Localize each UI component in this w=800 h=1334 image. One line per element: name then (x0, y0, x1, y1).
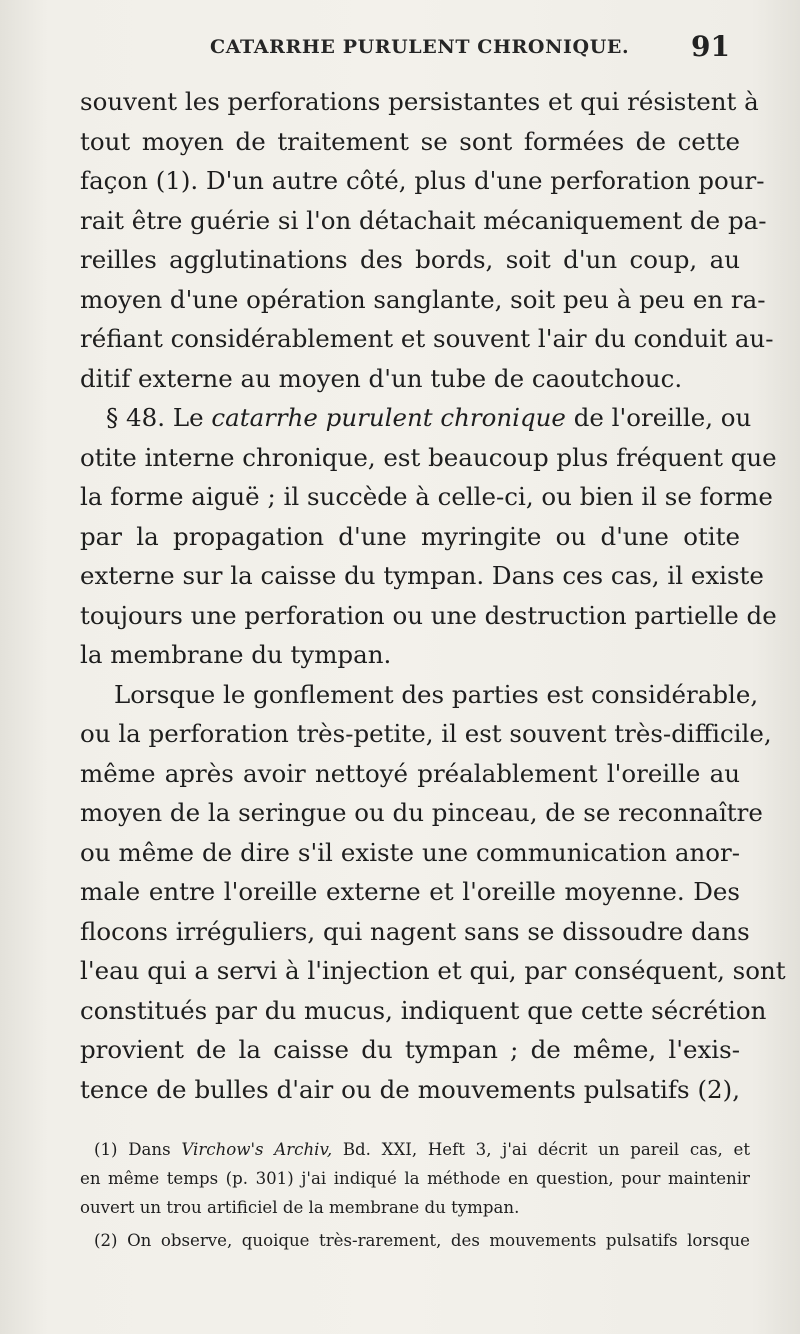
footnote-citation: Virchow's Archiv, (181, 1140, 333, 1159)
footnote-line (94, 1135, 750, 1164)
text-line: la forme aiguë ; il succède à celle-ci, ou bien il se forme (80, 482, 773, 511)
text-line: toujours une perforation ou une destruction partielle de (80, 600, 777, 630)
paragraph-continuation (80, 82, 774, 398)
text-line: provient de la caisse du tympan ; de même, l'exis- (80, 1035, 740, 1064)
text-line: l'eau qui a servi à l'injection et qui, par conséquent, sont (80, 956, 786, 985)
text-line: ditif externe au moyen d'un tube de caoutchouc. (80, 363, 683, 393)
text-line: souvent les perforations persistantes et qui résistent à (80, 87, 759, 116)
paragraph-section-48 (80, 398, 777, 675)
section-term: catarrhe purulent chronique (211, 403, 566, 432)
text-line: reilles agglutinations des bords, soit d'un coup, au (80, 245, 740, 274)
section-number: § 48. (106, 403, 166, 432)
text-line: Lorsque le gonflement des parties est considérable, (114, 679, 759, 709)
running-head (80, 30, 730, 64)
text-line: male entre l'oreille externe et l'oreille moyenne. Des (80, 877, 740, 906)
text-line: constitués par du mucus, indiquent que cette sécrétion (80, 995, 767, 1025)
footnote-line: ouvert un trou artificiel de la membrane du tympan. (80, 1198, 520, 1217)
text-line: façon (1). D'un autre côté, plus d'une perforation pour- (80, 166, 765, 195)
running-head-title: CATARRHE PURULENT CHRONIQUE. (210, 36, 630, 58)
footnote-text: Bd. XXI, Heft 3, j'ai décrit un pareil cas, et (342, 1140, 750, 1159)
text-line: ou même de dire s'il existe une communication anor- (80, 837, 740, 867)
text-line: ou la perforation très-petite, il est souvent très-difficile, (80, 719, 772, 748)
body-text (80, 82, 786, 1109)
footnotes (80, 1135, 750, 1255)
text-line: moyen d'une opération sanglante, soit peu à peu en ra- (80, 284, 766, 314)
footnote-marker: (1) (94, 1140, 118, 1159)
text-line: otite interne chronique, est beaucoup plus fréquent que (80, 442, 777, 472)
text-line: réfiant considérablement et souvent l'air du conduit au- (80, 324, 774, 353)
footnote-1 (80, 1135, 750, 1222)
text-line: tout moyen de traitement se sont formées de cette (80, 126, 740, 156)
text-line: externe sur la caisse du tympan. Dans ces cas, il existe (80, 561, 764, 590)
paragraph (80, 675, 786, 1110)
footnote-line (94, 1226, 750, 1255)
text-line: flocons irréguliers, qui nagent sans se dissoudre dans (80, 916, 750, 946)
section-lead-word: Le (172, 403, 204, 432)
footnote-lead: Dans (128, 1140, 171, 1159)
section-line-rest: de l'oreille, ou (573, 403, 752, 432)
text-line: par la propagation d'une myringite ou d'une otite (80, 521, 740, 551)
text-line: même après avoir nettoyé préalablement l'oreille au (80, 758, 740, 788)
text-line: tence de bulles d'air ou de mouvements pulsatifs (2), (80, 1074, 740, 1104)
section-heading-line (80, 398, 752, 438)
footnote-marker: (2) (94, 1231, 118, 1250)
footnote-2 (94, 1226, 750, 1255)
text-line: rait être guérie si l'on détachait mécaniquement de pa- (80, 205, 767, 235)
footnote-text: On observe, quoique très-rarement, des mouvements pulsatifs lorsque (127, 1231, 750, 1250)
text-line: moyen de la seringue ou du pinceau, de se reconnaître (80, 798, 763, 827)
footnote-line: en même temps (p. 301) j'ai indiqué la méthode en question, pour maintenir (80, 1169, 750, 1188)
text-line: la membrane du tympan. (80, 640, 392, 669)
page-number: 91 (691, 30, 730, 63)
